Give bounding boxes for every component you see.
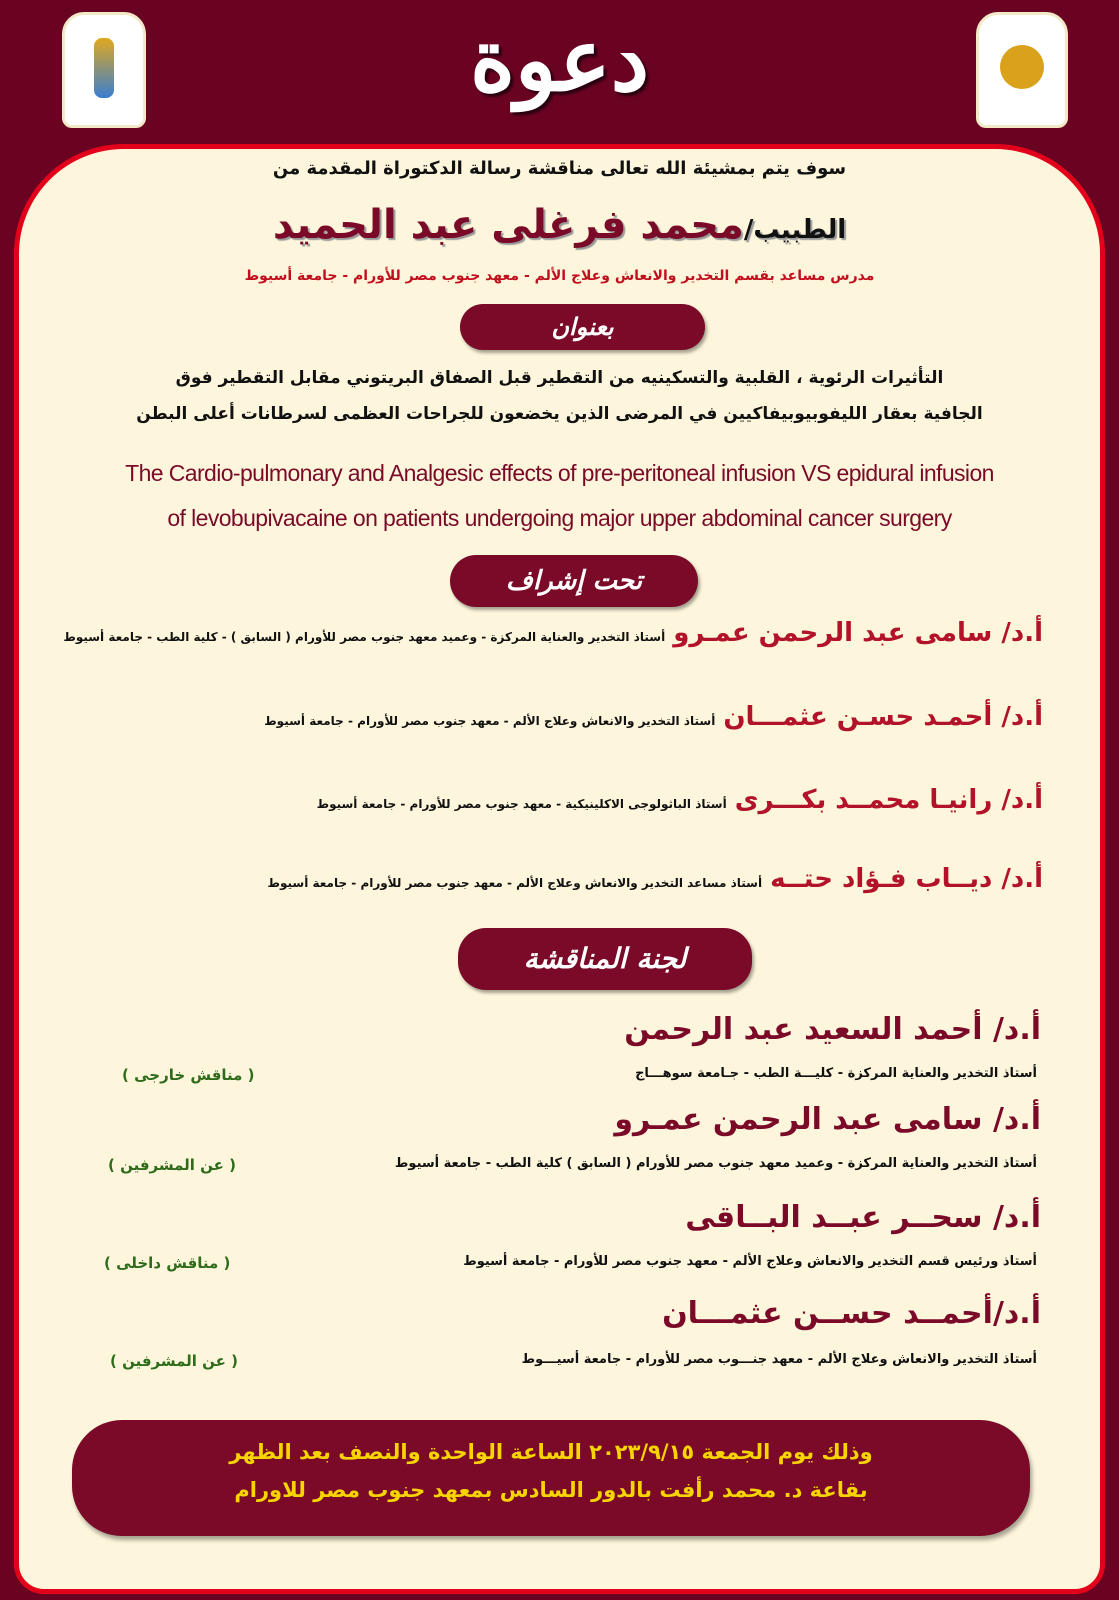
committee-member-name: أ.د/ سحــر عبــد البــاقى <box>685 1200 1041 1235</box>
invitation-title: دعوة <box>469 10 650 111</box>
intro-text: سوف يتم بمشيئة الله تعالى مناقشة رسالة الدكتوراة المقدمة من <box>272 158 847 179</box>
candidate-position: مدرس مساعد بقسم التخدير والانعاش وعلاج الألم - معهد جنوب مصر للأورام - جامعة أسيوط <box>244 268 875 284</box>
committee-member-desc: أستاذ التخدير والعناية المركزة - كليـــة الطب - جـامعة سوهـــاج <box>635 1066 1037 1081</box>
supervisor-name: أ.د/ أحمـد حسـن عثمـــان <box>723 702 1043 732</box>
committee-label-pill: لجنة المناقشة <box>458 928 752 990</box>
english-title-line-2: of levobupivacaine on patients undergoing major upper abdominal cancer surgery <box>167 505 952 531</box>
supervisor-row <box>40 785 1043 815</box>
committee-member-role: ( عن المشرفين ) <box>110 1352 238 1370</box>
event-details-box <box>72 1420 1030 1536</box>
supervisor-row <box>40 702 1043 732</box>
candidate-name-text: محمد فرغلى عبد الحميد <box>272 202 744 248</box>
committee-member-desc: أستاذ التخدير والعناية المركزة - وعميد معهد جنوب مصر للأورام ( السابق ) كلية الطب - جامعة أسيوط <box>394 1156 1037 1171</box>
supervisor-desc: أستاذ مساعد التخدير والانعاش وعلاج الألم - معهد جنوب مصر للأورام - جامعة أسيوط <box>267 876 763 890</box>
assiut-university-logo <box>976 12 1068 128</box>
supervisor-desc: أستاذ التخدير والعناية المركزة - وعميد معهد جنوب مصر للأورام ( السابق ) - كلية الطب - جامعة أسيوط <box>63 630 666 644</box>
candidate-prefix: الطبيب/ <box>743 215 847 245</box>
arabic-title-line-2: الجافية بعقار الليفوبيوبيفاكيين في المرضى الذين يخضعون للجراحات العظمى لسرطانات أعلى البطن <box>136 404 983 424</box>
committee-member-role: ( مناقش داخلى ) <box>104 1254 231 1272</box>
committee-member-name: أ.د/أحمــد حســن عثمـــان <box>662 1296 1041 1331</box>
english-title-line-1: The Cardio-pulmonary and Analgesic effects of pre-peritoneal infusion VS epidural infusion <box>125 460 994 486</box>
event-location: بقاعة د. محمد رأفت بالدور السادس بمعهد جنوب مصر للاورام <box>234 1478 868 1502</box>
institute-emblem-icon <box>94 38 114 98</box>
title-label-pill: بعنوان <box>460 304 705 350</box>
event-date-time: وذلك يوم الجمعة ٢٠٢٣/٩/١٥ الساعة الواحدة والنصف بعد الظهر <box>229 1440 873 1464</box>
committee-member-desc: أستاذ ورئيس قسم التخدير والانعاش وعلاج الألم - معهد جنوب مصر للأورام - جامعة أسيوط <box>463 1254 1037 1269</box>
arabic-title-line-1: التأثيرات الرئوية ، القلبية والتسكينيه من التقطير قبل الصفاق البريتوني مقابل التقطير فوق <box>175 368 944 388</box>
sun-emblem-icon <box>1000 45 1044 89</box>
committee-member-role: ( مناقش خارجى ) <box>122 1066 255 1084</box>
supervisor-name: أ.د/ رانيـا محمــد بكـــرى <box>734 785 1043 815</box>
cancer-institute-logo <box>62 12 146 128</box>
supervisor-desc: أستاذ التخدير والانعاش وعلاج الألم - معهد جنوب مصر للأورام - جامعة أسيوط <box>264 714 716 728</box>
supervisor-name: أ.د/ ديــاب فـؤاد حتــه <box>770 864 1043 894</box>
committee-member-name: أ.د/ أحمد السعيد عبد الرحمن <box>624 1012 1041 1047</box>
committee-member-name: أ.د/ سامى عبد الرحمن عمـرو <box>614 1102 1041 1137</box>
candidate-name <box>40 202 1079 248</box>
committee-member-role: ( عن المشرفين ) <box>108 1156 236 1174</box>
committee-member-desc: أستاذ التخدير والانعاش وعلاج الألم - معهد جنـــوب مصر للأورام - جامعة أسيـــوط <box>521 1352 1037 1367</box>
supervisor-desc: أستاذ الباثولوجى الاكلينيكية - معهد جنوب مصر للأورام - جامعة أسيوط <box>316 797 727 811</box>
supervisor-row <box>40 864 1043 894</box>
supervisor-name: أ.د/ سامى عبد الرحمن عمـرو <box>673 618 1043 648</box>
supervisor-row <box>40 618 1043 648</box>
supervision-label-pill: تحت إشراف <box>450 555 698 607</box>
